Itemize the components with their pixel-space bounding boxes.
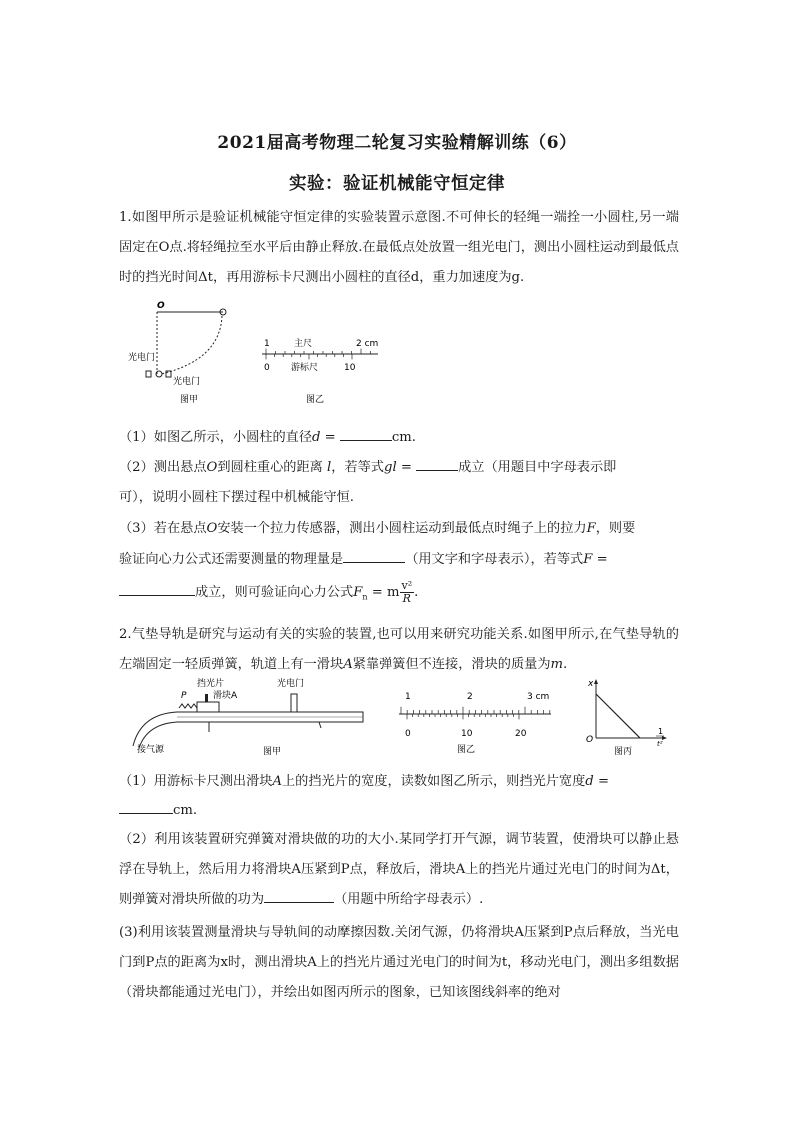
document-subtitle: 实验：验证机械能守恒定律 bbox=[289, 174, 505, 194]
q2-part2-blank[interactable] bbox=[264, 890, 334, 903]
q2-figure-a bbox=[125, 676, 370, 758]
q2-fig-b-label-20: 20 bbox=[515, 729, 527, 739]
q2-fig-c-label-t-num: 1 bbox=[658, 727, 664, 736]
q1-fig-a-gate-label-left: 光电门 bbox=[128, 353, 156, 363]
q2-fig-b-label-1: 1 bbox=[405, 692, 411, 702]
q2-part2: （2）利用该装置研究弹簧对滑块做的功的大小.某同学打开气源，调节装置，使滑块可以静止悬浮在导轨上，然后用力将滑块A压紧到P点，释放后，滑块A上的挡光片通过光电门的时间为Δt，则弹簧对滑块所做的功为 （用题中所给字母表示）. bbox=[119, 832, 679, 907]
q2-fig-c-label-o: O bbox=[586, 735, 594, 745]
q1-fig-a-arc bbox=[161, 316, 222, 374]
q2-fig-a-caption: 图甲 bbox=[263, 747, 282, 757]
q1-formula-fraction: $\frac{\text{v²}}{R}$ bbox=[401, 579, 413, 605]
q2-fig-b-label-0: 0 bbox=[405, 729, 411, 739]
q2-fig-a-slider bbox=[197, 702, 219, 712]
q2-fig-c-caption: 图丙 bbox=[614, 747, 633, 757]
q2-part1-line1: （1）用游标卡尺测出滑块A上的挡光片的宽度，读数如图乙所示，则挡光片宽度d = bbox=[119, 774, 609, 789]
q2-fig-b-label-10: 10 bbox=[461, 729, 473, 739]
q2-fig-c-line bbox=[596, 694, 640, 738]
q1-fig-b-main-ticks bbox=[266, 349, 371, 354]
q2-fig-a-shade-plate bbox=[205, 694, 208, 702]
q2-fig-b-vernier-ticks bbox=[407, 714, 519, 719]
q1-stem: 1.如图甲所示是验证机械能守恒定律的实验装置示意图.不可伸长的轻绳一端拴一小圆柱,另一端固定在O点.将轻绳拉至水平后由静止释放.在最低点处放置一组光电门，测出小圆柱运动到最低点时的挡光时间Δt，再用游标卡尺测出小圆柱的直径d，重力加速度为g. bbox=[119, 210, 679, 285]
q1-fig-b-caption: 图乙 bbox=[306, 395, 325, 405]
q2-figure-b bbox=[395, 690, 555, 758]
q1-part3-blank-quantity[interactable] bbox=[343, 550, 405, 563]
q1-fig-b-label-10: 10 bbox=[344, 363, 356, 373]
q1-part2-blank[interactable] bbox=[416, 458, 458, 471]
q1-fig-b-label-2: 2 cm bbox=[356, 339, 379, 349]
q2-fig-a-label-slider: 滑块A bbox=[213, 691, 238, 701]
q2-part1-blank[interactable] bbox=[119, 801, 173, 814]
q2-stem: 2.气垫导轨是研究与运动有关的实验的装置,也可以用来研究功能关系.如图甲所示,在气垫导轨的左端固定一轻质弹簧，轨道上有一滑块A紧靠弹簧但不连接，滑块的质量为m. bbox=[119, 627, 679, 672]
q1-part1-blank[interactable] bbox=[340, 428, 392, 441]
document-title: 2021届高考物理二轮复习实验精解训练（6） bbox=[217, 133, 577, 153]
q2-part3: (3)利用该装置测量滑块与导轨间的动摩擦因数.关闭气源，仍将滑块A压紧到P点后释放，当光电门到P点的距离为x时，测出滑块A上的挡光片通过光电门的时间为t，移动光电门，测出多组数据（滑块都能通过光电门），并绘出如图丙所示的图象，已知该图线斜率的绝对 bbox=[119, 925, 679, 1000]
q2-fig-a-spring bbox=[179, 704, 197, 708]
q1-fig-b-label-vernier: 游标尺 bbox=[291, 363, 319, 373]
q1-fig-b-label-1: 1 bbox=[264, 339, 270, 349]
q1-fig-b-vernier-ticks bbox=[266, 354, 352, 359]
q2-fig-a-label-shade: 挡光片 bbox=[197, 679, 225, 689]
q2-fig-a-track bbox=[133, 712, 363, 748]
q1-figure-b bbox=[258, 336, 383, 408]
q1-fig-a-o: O bbox=[157, 301, 165, 311]
q1-fig-a-gate-left bbox=[146, 371, 151, 377]
q1-fig-a-caption: 图甲 bbox=[180, 395, 199, 405]
q1-part3-blank-equation[interactable] bbox=[119, 583, 195, 596]
q1-part3-line1: （3）若在悬点O安装一个拉力传感器，测出小圆柱运动到最低点时绳子上的拉力F，则要 bbox=[119, 521, 636, 536]
q1-part3-line3: 成立，则可验证向心力公式$F_n = m$ $\frac{\text{v²}}{R}$ . bbox=[119, 580, 418, 605]
q1-part2-line1: （2）测出悬点O到圆柱重心的距离 l，若等式gl = 成立（用题目中字母表示即 bbox=[119, 460, 617, 475]
q2-fig-b-main-ticks bbox=[401, 707, 550, 714]
q1-figure-a bbox=[125, 298, 235, 408]
q1-part2-line2: 可），说明小圆柱下摆过程中机械能守恒. bbox=[119, 490, 354, 505]
q1-part3-line2: 验证向心力公式还需要测量的物理量是 （用文字和字母表示），若等式F = bbox=[119, 552, 608, 567]
q2-figure-c bbox=[578, 676, 670, 758]
q2-fig-c-label-x: x bbox=[588, 679, 594, 689]
q1-part1: （1）如图乙所示，小圆柱的直径d = cm. bbox=[119, 430, 416, 445]
q2-fig-c-label-t-den: t² bbox=[657, 740, 663, 748]
q1-fig-b-label-main: 主尺 bbox=[294, 339, 313, 349]
q1-fig-b-label-0: 0 bbox=[264, 363, 270, 373]
q2-fig-a-label-air: 接气源 bbox=[137, 745, 165, 755]
q1-fig-a-gate-label-bottom: 光电门 bbox=[173, 377, 201, 387]
q2-part1-line2: cm. bbox=[119, 801, 197, 818]
q2-fig-b-caption: 图乙 bbox=[457, 745, 476, 755]
q2-fig-b-label-3: 3 cm bbox=[527, 692, 550, 702]
q2-fig-a-label-p: P bbox=[181, 691, 187, 701]
q2-fig-a-gate bbox=[291, 694, 297, 712]
q2-fig-b-label-2: 2 bbox=[467, 692, 473, 702]
q2-fig-a-label-gate: 光电门 bbox=[277, 679, 305, 689]
